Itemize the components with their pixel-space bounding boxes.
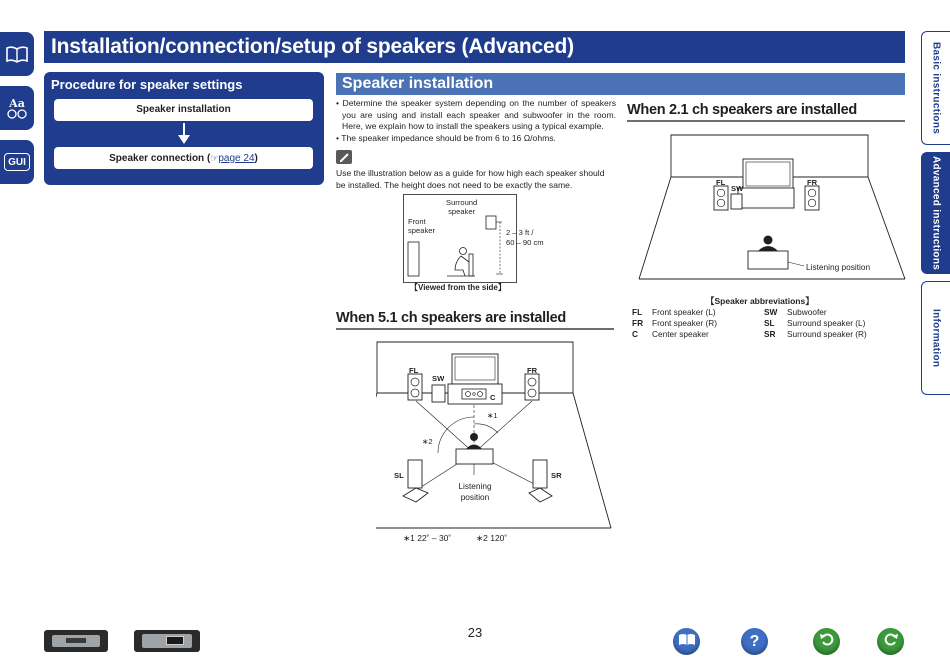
book-icon — [678, 632, 696, 651]
tab-index[interactable] — [0, 86, 34, 130]
label-21-sw: SW — [731, 184, 744, 193]
procedure-title: Procedure for speaker settings — [51, 77, 243, 92]
side-view-caption: 【Viewed from the side】 — [410, 283, 506, 292]
section-header: Speaker installation — [336, 73, 905, 95]
label-51-fl: FL — [409, 366, 419, 375]
forward-button[interactable] — [877, 628, 904, 655]
note-text: Use the illustration below as a guide for how high each speaker should be installed. The height does not need to be exactly the same. — [336, 168, 605, 190]
book-icon — [3, 40, 31, 68]
label-51-note2: ∗2 — [422, 437, 433, 446]
label-51-sl: SL — [394, 471, 404, 480]
abbr-sr: SR Surround speaker (R) — [764, 328, 867, 339]
label-51-listening-position: Listening position — [458, 481, 492, 502]
font-size-icon: Aa — [3, 94, 31, 122]
label-51-sr: SR — [551, 471, 562, 480]
height-label: 2 – 3 ft / 60 – 90 cm — [506, 228, 544, 247]
display-icon[interactable] — [134, 630, 200, 652]
link-page-24[interactable]: page 24 — [218, 153, 255, 164]
page-title: Installation/connection/setup of speakers (Advanced) — [44, 31, 905, 63]
tab-basic-instructions[interactable]: Basic instructions — [921, 31, 950, 145]
front-panel-icon[interactable] — [44, 630, 108, 652]
intro-bullet-1: • Determine the speaker system depending on the number of speakers you are using and install each speaker and subwoofer in the room. Here, we explain how to install the speakers using a typical example. — [336, 98, 616, 131]
tab-advanced-instructions[interactable]: Advanced instructions — [921, 152, 950, 274]
tab-information[interactable]: Information — [921, 281, 950, 395]
page-ref-icon: ☞ — [210, 153, 219, 163]
page-number: 23 — [467, 625, 483, 640]
heading-2-1-ch: When 2.1 ch speakers are installed — [627, 102, 857, 118]
note-pencil-icon — [336, 150, 352, 164]
abbr-sw: SW Subwoofer — [764, 307, 827, 317]
label-21-fr: FR — [807, 178, 818, 187]
abbreviations-right — [764, 307, 867, 339]
label-51-fr: FR — [527, 366, 538, 375]
heading-5-1-ch: When 5.1 ch speakers are installed — [336, 310, 566, 326]
procedure-step-speaker-installation[interactable]: Speaker installation — [54, 99, 313, 121]
help-button[interactable] — [741, 628, 768, 655]
label-21-listening-position: Listening position — [806, 262, 871, 272]
front-speaker-label: Front speaker — [408, 217, 436, 235]
arrow-down-icon — [177, 123, 191, 145]
label-51-sw: SW — [432, 374, 445, 383]
intro-text — [336, 98, 616, 144]
label-51-c: C — [490, 393, 496, 402]
gui-icon: GUI — [4, 153, 30, 171]
abbr-fr: FR Front speaker (R) — [632, 317, 718, 328]
contents-button[interactable] — [673, 628, 700, 655]
tab-gui[interactable] — [0, 140, 34, 184]
procedure-step-speaker-connection[interactable]: Speaker connection (☞page 24) — [54, 147, 313, 169]
tab-contents[interactable] — [0, 32, 34, 76]
surround-speaker-label: Surround speaker — [446, 198, 478, 216]
question-mark-icon: ? — [749, 632, 760, 650]
abbr-c: C Center speaker — [632, 328, 709, 339]
undo-arrow-icon — [819, 631, 835, 652]
label-51-note1: ∗1 — [487, 411, 498, 420]
diagram-2-1-ch — [638, 134, 906, 280]
intro-bullet-2: • The speaker impedance should be from 6 to 16 Ω/ohms. — [336, 132, 556, 143]
heading-underline — [336, 328, 614, 330]
redo-arrow-icon — [883, 631, 899, 652]
label-21-fl: FL — [716, 178, 726, 187]
abbr-fl: FL Front speaker (L) — [632, 307, 716, 317]
back-button[interactable] — [813, 628, 840, 655]
abbreviations-left — [632, 307, 717, 339]
angle-note-1: ∗1 22˚ – 30˚ — [403, 533, 452, 543]
heading-underline — [627, 120, 905, 122]
angle-note-2: ∗2 120˚ — [476, 533, 508, 543]
abbreviations-title: 【Speaker abbreviations】 — [706, 296, 814, 306]
abbr-sl: SL Surround speaker (L) — [764, 317, 866, 328]
